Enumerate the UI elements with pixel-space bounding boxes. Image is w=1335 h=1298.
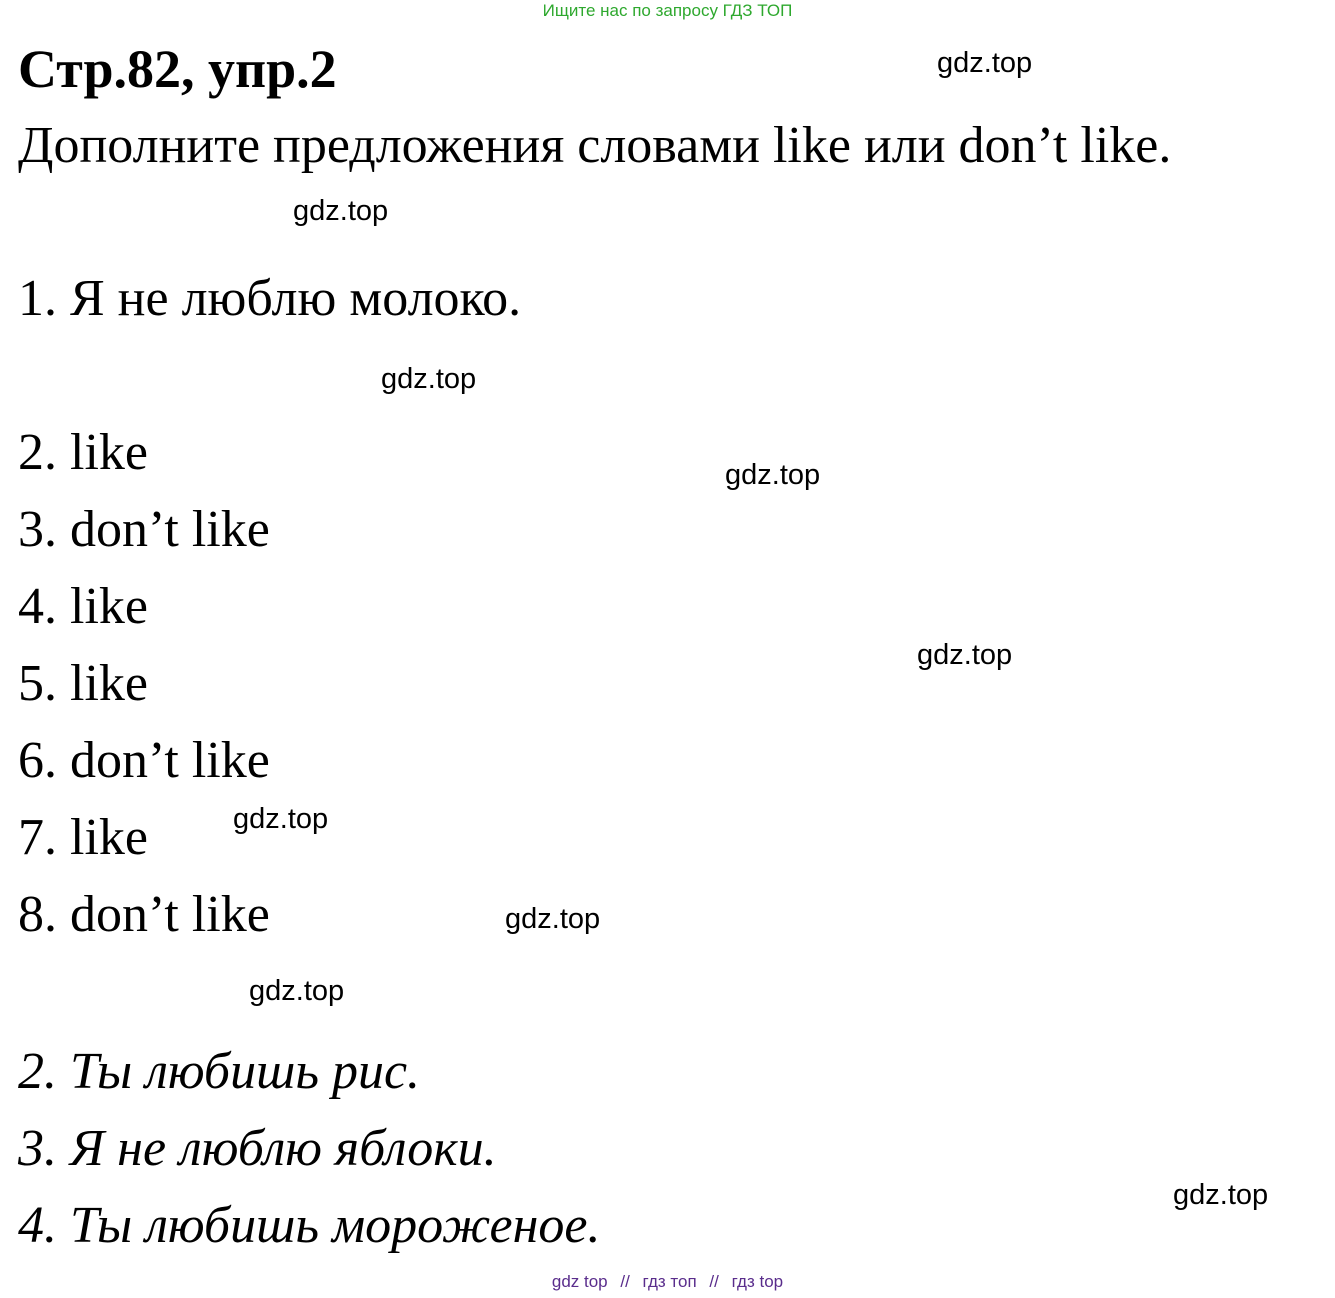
watermark: gdz.top xyxy=(293,195,389,227)
answer-line: 7. like xyxy=(18,809,148,866)
top-search-hint: Ищите нас по запросу ГДЗ ТОП xyxy=(542,1,793,20)
answer-line: 8. don’t like xyxy=(18,886,270,943)
page-title: Стр.82, упр.2 xyxy=(18,39,337,99)
footer-links xyxy=(0,1271,1335,1293)
translation-line: 2. Ты любишь рис. xyxy=(18,1043,421,1100)
answer-line: 5. like xyxy=(18,655,148,712)
exercise-instruction: Дополните предложения словами like или don’t like. xyxy=(18,117,1172,174)
answer-line: 4. like xyxy=(18,578,148,635)
footer-link[interactable]: гдз топ xyxy=(642,1272,697,1291)
watermark: gdz.top xyxy=(725,459,821,491)
exercise-line-1: 1. Я не люблю молоко. xyxy=(18,270,522,327)
watermark: gdz.top xyxy=(381,363,477,395)
watermark: gdz.top xyxy=(1173,1179,1269,1211)
watermark: gdz.top xyxy=(233,803,329,835)
watermark: gdz.top xyxy=(505,903,601,935)
footer-link[interactable]: гдз top xyxy=(731,1272,784,1291)
answer-line: 6. don’t like xyxy=(18,732,270,789)
watermark: gdz.top xyxy=(249,975,345,1007)
translation-line: 4. Ты любишь мороженое. xyxy=(18,1197,601,1254)
footer-separator: // xyxy=(709,1272,719,1291)
answer-line: 2. like xyxy=(18,424,148,481)
footer-link[interactable]: gdz top xyxy=(551,1272,608,1291)
watermark: gdz.top xyxy=(937,47,1033,79)
watermark: gdz.top xyxy=(917,639,1013,671)
footer-separator: // xyxy=(620,1272,630,1291)
translation-line: 3. Я не люблю яблоки. xyxy=(18,1120,497,1177)
answer-line: 3. don’t like xyxy=(18,501,270,558)
